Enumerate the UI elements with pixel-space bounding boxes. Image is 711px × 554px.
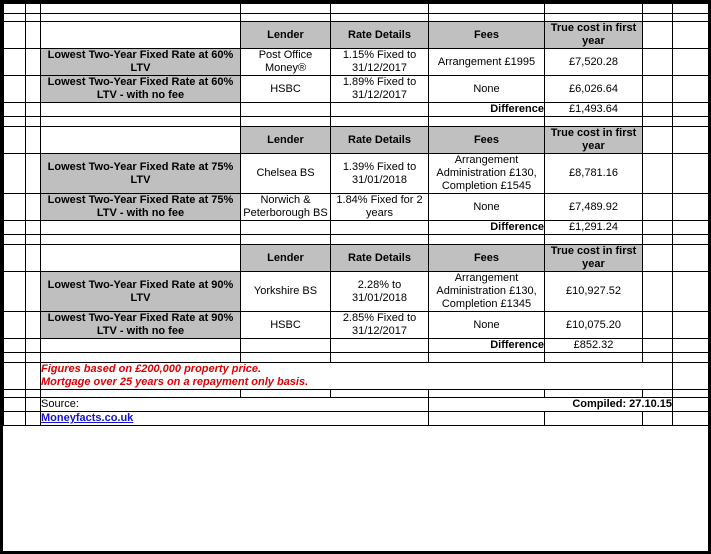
blank-cell	[41, 235, 241, 245]
spreadsheet-sheet	[3, 3, 708, 551]
blank-cell	[429, 14, 545, 22]
cell-lender: Post Office Money®	[241, 49, 331, 76]
margin-cell	[673, 127, 709, 154]
difference-label: Difference	[429, 221, 545, 235]
column-header-rate-details: Rate Details	[331, 127, 429, 154]
margin-cell	[673, 76, 709, 103]
column-header-true-cost: True cost in first year	[545, 22, 643, 49]
margin-cell	[4, 194, 26, 221]
blank-cell	[331, 339, 429, 353]
difference-label: Difference	[429, 103, 545, 117]
margin-cell	[643, 4, 673, 14]
blank-cell	[643, 221, 673, 235]
section-header-blank	[41, 22, 241, 49]
row-label: Lowest Two-Year Fixed Rate at 60% LTV	[41, 49, 241, 76]
blank-cell	[26, 117, 41, 127]
margin-cell	[673, 103, 709, 117]
column-header-rate-details: Rate Details	[331, 245, 429, 272]
column-header-true-cost: True cost in first year	[545, 245, 643, 272]
cell-lender: Chelsea BS	[241, 154, 331, 194]
section-header-blank	[41, 245, 241, 272]
margin-cell	[4, 221, 26, 235]
source-label: Source:	[41, 398, 429, 412]
blank-cell	[429, 117, 545, 127]
margin-cell	[673, 117, 709, 127]
margin-cell	[4, 398, 26, 412]
cell-true-cost: £10,075.20	[545, 312, 643, 339]
margin-cell	[4, 390, 26, 398]
blank-cell	[643, 103, 673, 117]
blank-cell	[41, 14, 241, 22]
margin-cell	[673, 245, 709, 272]
blank-cell	[331, 390, 429, 398]
mortgage-comparison-table	[3, 3, 709, 426]
table-row	[4, 154, 709, 194]
table-row	[4, 49, 709, 76]
row-label: Lowest Two-Year Fixed Rate at 60% LTV - with no fee	[41, 76, 241, 103]
cell-rate-details: 1.39% Fixed to 31/01/2018	[331, 154, 429, 194]
blank-cell	[331, 353, 429, 363]
cell-fees: Arrangement £1995	[429, 49, 545, 76]
blank-cell	[643, 312, 673, 339]
blank-cell	[241, 221, 331, 235]
cell-lender: Norwich & Peterborough BS	[241, 194, 331, 221]
blank-cell	[331, 221, 429, 235]
margin-cell	[673, 4, 709, 14]
column-header-fees: Fees	[429, 127, 545, 154]
blank-cell	[241, 103, 331, 117]
blank-cell	[26, 412, 41, 426]
cell-rate-details: 1.84% Fixed for 2 years	[331, 194, 429, 221]
column-header-rate-details: Rate Details	[331, 22, 429, 49]
blank-cell	[41, 390, 241, 398]
row-label: Lowest Two-Year Fixed Rate at 75% LTV	[41, 154, 241, 194]
margin-cell	[4, 103, 26, 117]
grid-blank-row	[4, 390, 709, 398]
blank-cell	[241, 14, 331, 22]
moneyfacts-link[interactable]: Moneyfacts.co.uk	[41, 412, 134, 424]
section-spacer-row	[4, 353, 709, 363]
row-label: Lowest Two-Year Fixed Rate at 90% LTV	[41, 272, 241, 312]
cell-fees: None	[429, 312, 545, 339]
margin-cell	[673, 14, 709, 22]
blank-cell	[643, 353, 673, 363]
margin-cell	[4, 312, 26, 339]
cell-true-cost: £7,520.28	[545, 49, 643, 76]
blank-cell	[643, 272, 673, 312]
cell-fees: Arrangement Administration £130, Completion £1545	[429, 154, 545, 194]
margin-cell	[673, 49, 709, 76]
blank-cell	[241, 235, 331, 245]
blank-cell	[331, 103, 429, 117]
section-spacer-row	[4, 117, 709, 127]
blank-cell	[643, 245, 673, 272]
margin-cell	[673, 353, 709, 363]
column-header-lender: Lender	[241, 245, 331, 272]
blank-cell	[643, 14, 673, 22]
blank-cell	[26, 398, 41, 412]
grid-blank-row	[4, 14, 709, 22]
blank-cell	[41, 339, 241, 353]
column-header-fees: Fees	[429, 22, 545, 49]
table-row	[4, 312, 709, 339]
margin-cell	[4, 22, 26, 49]
section-spacer-row	[4, 235, 709, 245]
table-row	[4, 194, 709, 221]
blank-cell	[429, 390, 545, 398]
margin-cell	[673, 22, 709, 49]
blank-cell	[26, 390, 41, 398]
blank-cell	[545, 390, 643, 398]
margin-cell	[4, 49, 26, 76]
blank-cell	[41, 103, 241, 117]
blank-cell	[545, 117, 643, 127]
blank-cell	[26, 49, 41, 76]
blank-cell	[331, 117, 429, 127]
blank-cell	[26, 127, 41, 154]
cell-true-cost: £10,927.52	[545, 272, 643, 312]
row-label: Lowest Two-Year Fixed Rate at 75% LTV - with no fee	[41, 194, 241, 221]
cell-rate-details: 2.28% to 31/01/2018	[331, 272, 429, 312]
top-margin-row	[4, 4, 709, 14]
blank-cell	[429, 353, 545, 363]
blank-cell	[26, 272, 41, 312]
margin-cell	[331, 4, 429, 14]
footnote-line-2: Mortgage over 25 years on a repayment only basis.	[41, 376, 309, 388]
column-header-true-cost: True cost in first year	[545, 127, 643, 154]
margin-cell	[673, 154, 709, 194]
blank-cell	[643, 127, 673, 154]
column-header-lender: Lender	[241, 22, 331, 49]
blank-cell	[41, 353, 241, 363]
blank-cell	[241, 390, 331, 398]
cell-true-cost: £6,026.64	[545, 76, 643, 103]
margin-cell	[26, 4, 41, 14]
blank-cell	[643, 412, 673, 426]
blank-cell	[41, 221, 241, 235]
footnote-line-1: Figures based on £200,000 property price.	[41, 363, 262, 375]
column-header-fees: Fees	[429, 245, 545, 272]
blank-cell	[545, 14, 643, 22]
margin-cell	[241, 4, 331, 14]
blank-cell	[643, 22, 673, 49]
blank-cell	[643, 154, 673, 194]
table-header-row	[4, 22, 709, 49]
margin-cell	[4, 353, 26, 363]
margin-cell	[673, 235, 709, 245]
blank-cell	[26, 221, 41, 235]
cell-fees: Arrangement Administration £130, Completion £1345	[429, 272, 545, 312]
cell-lender: HSBC	[241, 76, 331, 103]
table-row	[4, 272, 709, 312]
blank-cell	[429, 412, 545, 426]
margin-cell	[673, 398, 709, 412]
blank-cell	[643, 235, 673, 245]
cell-fees: None	[429, 194, 545, 221]
blank-cell	[26, 339, 41, 353]
margin-cell	[4, 412, 26, 426]
margin-cell	[4, 339, 26, 353]
cell-rate-details: 2.85% Fixed to 31/12/2017	[331, 312, 429, 339]
difference-row	[4, 103, 709, 117]
difference-row	[4, 339, 709, 353]
blank-cell	[26, 312, 41, 339]
cell-rate-details: 1.15% Fixed to 31/12/2017	[331, 49, 429, 76]
margin-cell	[4, 76, 26, 103]
margin-cell	[545, 4, 643, 14]
margin-cell	[673, 412, 709, 426]
blank-cell	[331, 235, 429, 245]
blank-cell	[26, 353, 41, 363]
blank-cell	[241, 339, 331, 353]
cell-lender: Yorkshire BS	[241, 272, 331, 312]
difference-label: Difference	[429, 339, 545, 353]
row-label: Lowest Two-Year Fixed Rate at 90% LTV - with no fee	[41, 312, 241, 339]
blank-cell	[241, 353, 331, 363]
margin-cell	[4, 363, 26, 390]
footnote-text	[41, 363, 673, 390]
cell-fees: None	[429, 76, 545, 103]
table-header-row	[4, 127, 709, 154]
table-row	[4, 76, 709, 103]
blank-cell	[26, 154, 41, 194]
blank-cell	[643, 194, 673, 221]
blank-cell	[331, 14, 429, 22]
margin-cell	[41, 4, 241, 14]
difference-row	[4, 221, 709, 235]
blank-cell	[643, 390, 673, 398]
margin-cell	[4, 117, 26, 127]
blank-cell	[545, 353, 643, 363]
blank-cell	[26, 103, 41, 117]
blank-cell	[643, 339, 673, 353]
margin-cell	[673, 363, 709, 390]
margin-cell	[4, 154, 26, 194]
blank-cell	[545, 235, 643, 245]
margin-cell	[4, 272, 26, 312]
compiled-date: Compiled: 27.10.15	[429, 398, 673, 412]
difference-value: £1,493.64	[545, 103, 643, 117]
margin-cell	[4, 127, 26, 154]
footer-row	[4, 398, 709, 412]
cell-lender: HSBC	[241, 312, 331, 339]
cell-true-cost: £8,781.16	[545, 154, 643, 194]
cell-rate-details: 1.89% Fixed to 31/12/2017	[331, 76, 429, 103]
margin-cell	[673, 339, 709, 353]
margin-cell	[4, 4, 26, 14]
difference-value: £852.32	[545, 339, 643, 353]
blank-cell	[26, 76, 41, 103]
blank-cell	[241, 117, 331, 127]
blank-cell	[41, 117, 241, 127]
cell-true-cost: £7,489.92	[545, 194, 643, 221]
margin-cell	[4, 235, 26, 245]
margin-cell	[429, 4, 545, 14]
blank-cell	[545, 412, 643, 426]
margin-cell	[673, 390, 709, 398]
blank-cell	[643, 117, 673, 127]
margin-cell	[673, 194, 709, 221]
margin-cell	[673, 272, 709, 312]
column-header-lender: Lender	[241, 127, 331, 154]
blank-cell	[26, 194, 41, 221]
blank-cell	[26, 14, 41, 22]
margin-cell	[4, 245, 26, 272]
blank-cell	[26, 235, 41, 245]
blank-cell	[26, 22, 41, 49]
blank-cell	[429, 235, 545, 245]
table-header-row	[4, 245, 709, 272]
blank-cell	[26, 245, 41, 272]
blank-cell	[26, 363, 41, 390]
difference-value: £1,291.24	[545, 221, 643, 235]
section-header-blank	[41, 127, 241, 154]
blank-cell	[643, 49, 673, 76]
margin-cell	[673, 312, 709, 339]
footer-link-row	[4, 412, 709, 426]
footnote-row	[4, 363, 709, 390]
margin-cell	[673, 221, 709, 235]
source-link-cell[interactable]	[41, 412, 429, 426]
blank-cell	[643, 76, 673, 103]
margin-cell	[4, 14, 26, 22]
